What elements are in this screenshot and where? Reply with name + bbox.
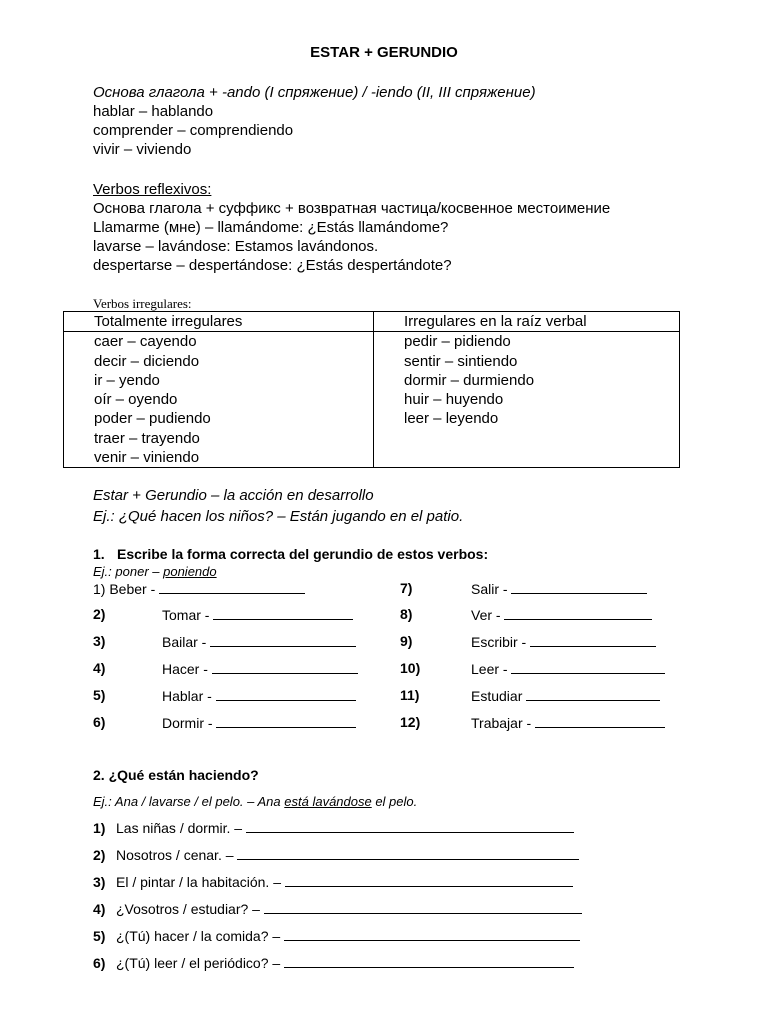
item-prompt: ¿(Tú) leer / el periódico? –	[116, 955, 281, 971]
answer-blank[interactable]	[216, 688, 356, 701]
totally-irregular-list	[64, 332, 374, 468]
exercise1-item-5	[162, 687, 356, 705]
exercise1-item-4	[162, 660, 358, 678]
usage-definition: Estar + Gerundio – la acción en desarrollo	[93, 487, 374, 504]
item-number: 4)	[93, 901, 106, 917]
exercise2-example	[93, 793, 417, 811]
exercise1-item-6	[162, 714, 356, 732]
root-irregular-list	[374, 332, 680, 468]
exercise2-item-2	[93, 846, 579, 864]
item-number: 5)	[93, 928, 106, 944]
answer-blank[interactable]	[285, 874, 573, 887]
exercise1-title: Escribe la forma correcta del gerundio de estos verbos:	[117, 546, 489, 562]
answer-blank[interactable]	[504, 607, 652, 620]
item-number: 12)	[400, 714, 421, 730]
answer-blank[interactable]	[284, 928, 580, 941]
table-header: Irregulares en la raíz verbal	[374, 312, 680, 332]
exercise2-item-1	[93, 819, 574, 837]
exercise1-item-10	[471, 660, 665, 678]
item-verb: Ver -	[471, 607, 501, 623]
answer-blank[interactable]	[212, 661, 358, 674]
answer-blank[interactable]	[159, 581, 305, 594]
item-prompt: ¿(Tú) hacer / la comida? –	[116, 928, 281, 944]
reflexive-line: despertarse – despertándose: ¿Estás despertándote?	[93, 257, 452, 274]
item-verb: Dormir -	[162, 715, 213, 731]
list-item: leer – leyendo	[404, 410, 499, 428]
item-number: 9)	[400, 633, 413, 649]
list-item: venir – viniendo	[94, 449, 200, 467]
gerund-rule: Основа глагола + -ando (I спряжение) / -iendo (II, III спряжение)	[93, 84, 536, 101]
item-verb: Escribir -	[471, 634, 527, 650]
exercise1-item-11	[471, 687, 660, 705]
list-item: traer – trayendo	[94, 429, 200, 447]
item-verb: Estudiar	[471, 688, 523, 704]
item-prompt: Nosotros / cenar. –	[116, 847, 234, 863]
item-prompt: Las niñas / dormir. –	[116, 820, 243, 836]
exercise1-item-7	[471, 580, 647, 598]
example-prefix: Ej.: poner –	[93, 564, 164, 579]
item-number: 6)	[93, 714, 106, 730]
list-item: decir – diciendo	[94, 352, 200, 370]
item-number: 10)	[400, 660, 421, 676]
reflexive-heading: Verbos reflexivos:	[93, 181, 212, 198]
list-item: sentir – sintiendo	[404, 352, 518, 370]
answer-blank[interactable]	[535, 715, 665, 728]
item-prompt: El / pintar / la habitación. –	[116, 874, 281, 890]
example-suffix: el pelo.	[371, 794, 418, 809]
exercise2-item-5	[93, 927, 580, 945]
exercise1-number: 1.	[93, 546, 105, 562]
exercise2-item-6	[93, 954, 574, 972]
item-number: 11)	[400, 687, 420, 703]
exercise1-item-3	[162, 633, 356, 651]
list-item: huir – huyendo	[404, 391, 504, 409]
exercise2-item-4	[93, 900, 582, 918]
item-prompt: ¿Vosotros / estudiar? –	[116, 901, 260, 917]
answer-blank[interactable]	[264, 901, 582, 914]
item-verb: Leer -	[471, 661, 508, 677]
irregular-heading: Verbos irregulares:	[93, 296, 192, 311]
page-title: ESTAR + GERUNDIO	[310, 44, 458, 61]
list-item: caer – cayendo	[94, 333, 197, 351]
list-item: pedir – pidiendo	[404, 333, 511, 351]
exercise1-item-1	[93, 580, 305, 598]
exercise1-item-2	[162, 606, 353, 624]
list-item: ir – yendo	[94, 371, 160, 389]
item-number: 3)	[93, 633, 106, 649]
reflexive-rule: Основа глагола + суффикс + возвратная частица/косвенное местоимение	[93, 200, 611, 217]
table-header: Totalmente irregulares	[64, 312, 374, 332]
example-line: vivir – viviendo	[93, 141, 192, 158]
item-verb: Tomar -	[162, 607, 210, 623]
usage-example: Ej.: ¿Qué hacen los niños? – Están jugando en el patio.	[93, 508, 464, 525]
item-verb: Hacer -	[162, 661, 208, 677]
example-answer: está lavándose	[284, 794, 372, 809]
item-label: 1) Beber -	[93, 581, 156, 597]
example-line: comprender – comprendiendo	[93, 122, 294, 139]
example-answer: poniendo	[163, 564, 217, 579]
item-verb: Salir -	[471, 581, 508, 597]
answer-blank[interactable]	[213, 607, 353, 620]
item-verb: Hablar -	[162, 688, 212, 704]
list-item: poder – pudiendo	[94, 410, 211, 428]
exercise1-item-12	[471, 714, 665, 732]
answer-blank[interactable]	[210, 634, 356, 647]
item-number: 7)	[400, 580, 413, 596]
answer-blank[interactable]	[511, 581, 647, 594]
answer-blank[interactable]	[246, 820, 574, 833]
irregular-verbs-table	[63, 311, 680, 468]
answer-blank[interactable]	[530, 634, 656, 647]
answer-blank[interactable]	[284, 955, 574, 968]
answer-blank[interactable]	[216, 715, 356, 728]
list-item: oír – oyendo	[94, 391, 178, 409]
exercise1-item-9	[471, 633, 656, 651]
reflexive-line: lavarse – lavándose: Estamos lavándonos.	[93, 238, 379, 255]
item-number: 4)	[93, 660, 106, 676]
item-number: 5)	[93, 687, 106, 703]
exercise2-title: 2. ¿Qué están haciendo?	[93, 767, 259, 783]
item-verb: Trabajar -	[471, 715, 532, 731]
item-number: 2)	[93, 847, 106, 863]
item-verb: Bailar -	[162, 634, 207, 650]
item-number: 6)	[93, 955, 106, 971]
answer-blank[interactable]	[511, 661, 665, 674]
exercise1-example	[93, 563, 217, 581]
answer-blank[interactable]	[526, 688, 660, 701]
table-header-row	[64, 312, 680, 332]
item-number: 1)	[93, 820, 106, 836]
reflexive-line: Llamarme (мне) – llamándome: ¿Estás llamándome?	[93, 219, 449, 236]
example-line: hablar – hablando	[93, 103, 214, 120]
example-prefix: Ej.: Ana / lavarse / el pelo. – Ana	[93, 794, 285, 809]
answer-blank[interactable]	[237, 847, 579, 860]
list-item: dormir – durmiendo	[404, 371, 535, 389]
table-row	[64, 332, 680, 468]
item-number: 2)	[93, 606, 106, 622]
exercise2-item-3	[93, 873, 573, 891]
exercise1-item-8	[471, 606, 652, 624]
item-number: 8)	[400, 606, 413, 622]
item-number: 3)	[93, 874, 106, 890]
